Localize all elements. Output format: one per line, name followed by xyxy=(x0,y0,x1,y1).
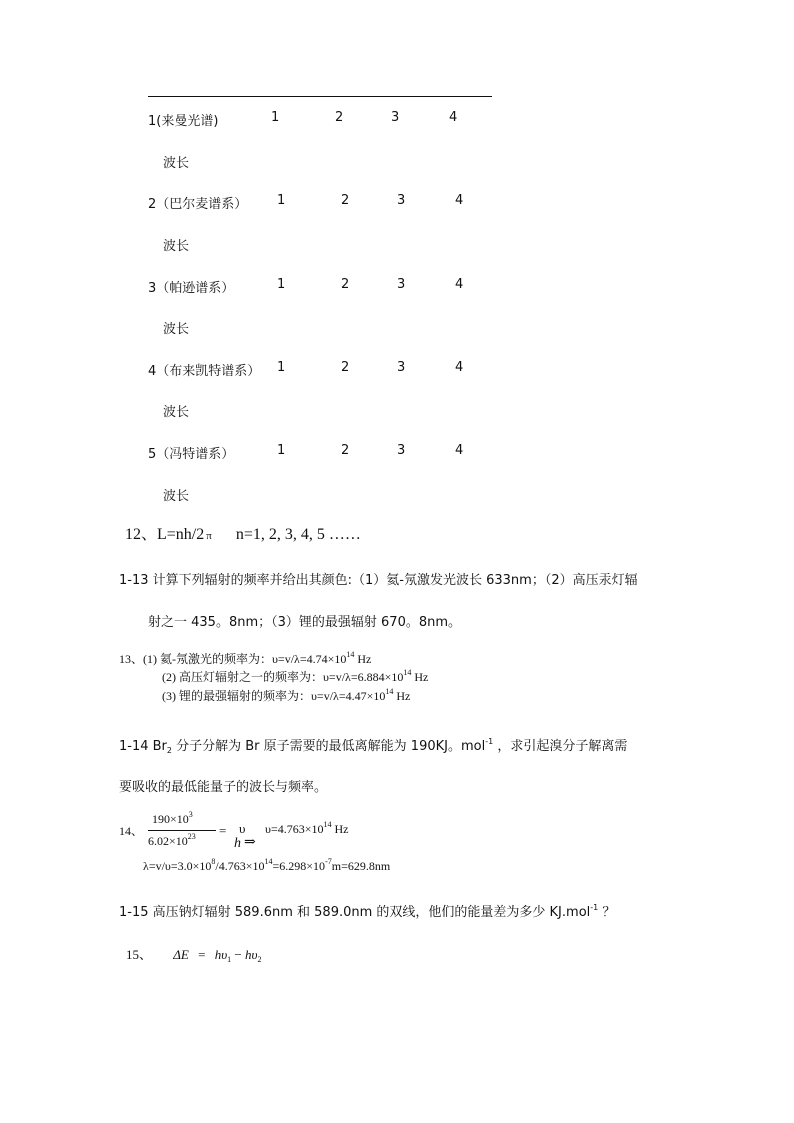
series-label: 1(来曼光谱) xyxy=(148,114,219,129)
series-col: 4 xyxy=(455,360,464,375)
series-col: 4 xyxy=(449,110,458,125)
fraction-denominator xyxy=(148,834,196,849)
series-col: 2 xyxy=(341,443,350,458)
wavelength-text-a: λ=v/υ=3.0×10 xyxy=(143,859,212,873)
wavelength-label: 波长 xyxy=(163,489,190,504)
superscript: -1 xyxy=(590,903,599,912)
answer-12-values: n=1, 2, 3, 4, 5 …… xyxy=(235,526,361,543)
series-col: 4 xyxy=(455,277,464,292)
series-col: 3 xyxy=(397,443,406,458)
implies-arrow: ⇒ xyxy=(244,835,256,850)
planck-h: h xyxy=(234,836,241,851)
answer-13-line1-text: 13、(1) 氦-氖激光的频率为：υ=v/λ=4.74×10 xyxy=(119,652,347,666)
equals-sign: = xyxy=(198,947,206,962)
answer-14-frequency xyxy=(265,822,348,837)
question-1-13-line1: 1-13 计算下列辐射的频率并给出其颜色:（1）氦-氖激发光波长 633nm；（2）高压汞灯辐 xyxy=(119,573,638,588)
series-col: 3 xyxy=(397,360,406,375)
answer-14-wavelength xyxy=(143,859,390,874)
question-1-14-line1 xyxy=(119,735,627,754)
series-col: 3 xyxy=(391,110,400,125)
answer-13-line2-text: (2) 高压灯辐射之一的频率为：υ=v/λ=6.884×10 xyxy=(162,670,404,684)
question-1-13-line2: 射之一 435。8nm；（3）锂的最强辐射 670。8nm。 xyxy=(148,615,462,630)
unit: Hz xyxy=(354,652,372,666)
series-col: 1 xyxy=(271,110,280,125)
answer-13-line1 xyxy=(119,650,371,667)
series-label: 4（布来凯特谱系） xyxy=(148,364,261,379)
series-col: 4 xyxy=(455,193,464,208)
wavelength-label: 波长 xyxy=(163,156,190,171)
minus-sign: − xyxy=(234,947,242,962)
wavelength-label: 波长 xyxy=(163,322,190,337)
series-col: 2 xyxy=(335,110,344,125)
series-col: 2 xyxy=(341,193,350,208)
denominator-text: 6.02×10 xyxy=(148,834,188,848)
fraction-numerator xyxy=(152,812,193,827)
question-1-14-line2: 要吸收的最低能量子的波长与频率。 xyxy=(119,780,328,795)
h-nu-1: hυ xyxy=(214,947,228,962)
wavelength-text-c: =6.298×10 xyxy=(272,859,326,873)
nu-symbol: υ xyxy=(239,821,246,836)
superscript: -1 xyxy=(485,737,494,746)
exponent: 14 xyxy=(346,650,355,659)
series-col: 1 xyxy=(277,193,286,208)
exponent: 3 xyxy=(188,810,193,819)
question-mark: ？ xyxy=(598,905,616,920)
exponent: 8 xyxy=(211,857,216,866)
series-label: 3（帕逊谱系） xyxy=(148,281,235,296)
series-label: 5（冯特谱系） xyxy=(148,447,235,462)
series-label: 2（巴尔麦谱系） xyxy=(148,197,248,212)
exponent: 14 xyxy=(403,668,412,677)
wavelength-text-d: m=629.8nm xyxy=(331,859,391,873)
series-col: 4 xyxy=(455,443,464,458)
exponent: 23 xyxy=(187,832,196,841)
exponent: 14 xyxy=(323,820,332,829)
fraction xyxy=(148,812,220,852)
series-col: 2 xyxy=(341,277,350,292)
question-1-15-text: 1-15 高压钠灯辐射 589.6nm 和 589.0nm 的双线，他们的能量差为多少 KJ.mol xyxy=(119,905,591,920)
question-1-14-text-a: 1-14 Br xyxy=(119,739,167,754)
answer-12-formula: 12、L=nh/2 xyxy=(125,526,205,543)
pi-symbol: π xyxy=(206,530,212,542)
answer-13-line2 xyxy=(162,668,428,685)
answer-13-line3-text: (3) 锂的最强辐射的频率为：υ=v/λ=4.47×10 xyxy=(162,689,386,703)
question-1-15 xyxy=(119,901,615,920)
subscript: 1 xyxy=(227,955,232,964)
series-col: 3 xyxy=(397,277,406,292)
series-col: 1 xyxy=(277,360,286,375)
answer-14-prefix: 14、 xyxy=(119,824,144,838)
series-col: 3 xyxy=(397,193,406,208)
numerator-text: 190×10 xyxy=(152,812,189,826)
wavelength-text-b: /4.763×10 xyxy=(215,859,265,873)
subscript: 2 xyxy=(257,955,262,964)
series-col: 1 xyxy=(277,443,286,458)
unit: Hz xyxy=(393,689,411,703)
exponent: 14 xyxy=(264,857,273,866)
series-col: 2 xyxy=(341,360,350,375)
top-rule xyxy=(148,96,492,97)
equals-sign: = xyxy=(219,823,227,838)
answer-13-line3 xyxy=(162,687,410,704)
exponent: 14 xyxy=(385,687,394,696)
subscript: 2 xyxy=(166,746,172,755)
question-1-14-text-b: 分子分解为 Br 原子需要的最低离解能为 190KJ。mol xyxy=(172,739,486,754)
unit: Hz xyxy=(331,822,349,836)
exponent: -7 xyxy=(325,857,332,866)
h-nu-2: hυ xyxy=(245,947,258,962)
answer-15 xyxy=(126,944,261,963)
wavelength-label: 波长 xyxy=(163,239,190,254)
unit: Hz xyxy=(411,670,429,684)
fraction-bar xyxy=(148,830,216,831)
series-col: 1 xyxy=(277,277,286,292)
answer-15-prefix: 15、 xyxy=(126,947,153,962)
answer-12 xyxy=(125,521,361,544)
wavelength-label: 波长 xyxy=(163,405,190,420)
frequency-text: υ=4.763×10 xyxy=(265,822,324,836)
delta-e: ΔE xyxy=(173,947,189,962)
question-1-14-text-c: ，求引起溴分子解离需 xyxy=(493,739,628,754)
